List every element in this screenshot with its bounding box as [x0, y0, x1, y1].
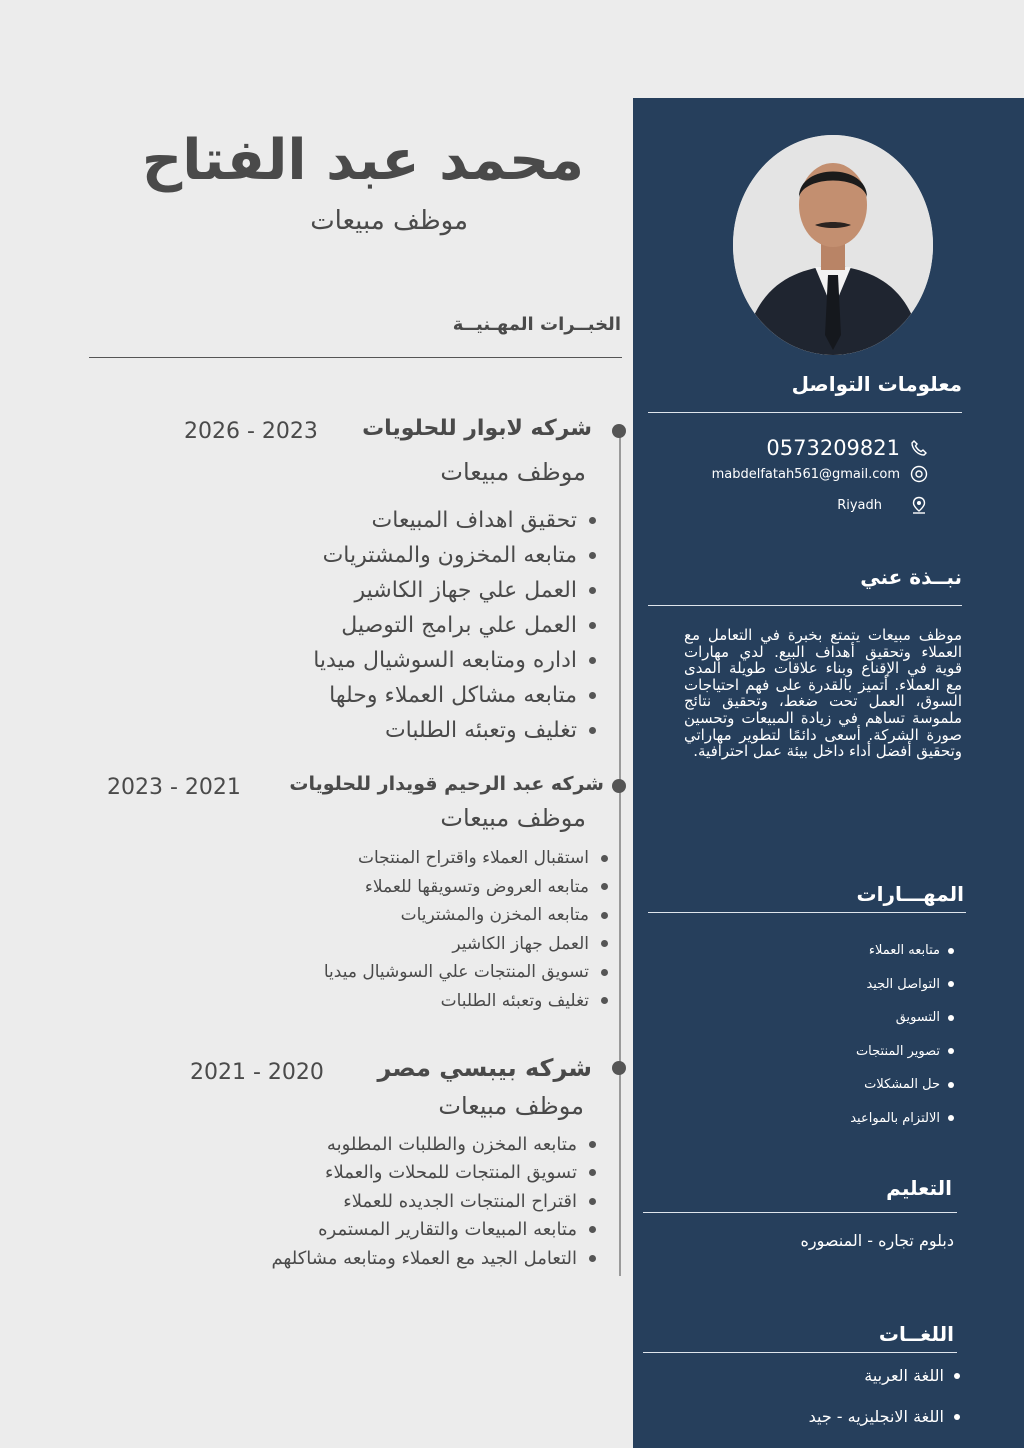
bullet-icon [589, 1169, 596, 1176]
duties-list [313, 503, 596, 748]
language-item: اللغة الانجليزيه - جيد [809, 1407, 960, 1426]
location-pin-icon [910, 496, 928, 514]
languages-heading: اللغــات [878, 1322, 954, 1346]
bullet-icon [954, 1414, 960, 1420]
timeline-dot [612, 424, 626, 438]
duties-list [324, 844, 608, 1015]
about-text: موظف مبيعات يتمتع بخبرة في التعامل مع العملاء وتحقيق أهداف البيع. لدي مهارات قوية في الإقناع وبناء علاقات طويلة المدى مع العملاء. أتميز بالقدرة على فهم احتياجات السوق، العمل تحت ضغط، وتحقيق نتائج ملموسة تساهم في زيادة المبيعات وتحسين صورة الشركة. أسعى دائمًا لتطوير مهاراتي وتحقيق أفضل أداء داخل بيئة عمل احترافية. [684, 626, 962, 761]
phone-number[interactable]: 0573209821 [766, 436, 900, 460]
bullet-icon [589, 517, 596, 524]
company-name: شركه عبد الرحيم قويدار للحلويات [289, 773, 604, 795]
divider [643, 1352, 957, 1353]
list-item: التسويق [850, 1001, 954, 1035]
company-name: شركه لابوار للحلويات [362, 416, 592, 441]
email-address[interactable]: mabdelfatah561@gmail.com [711, 466, 900, 482]
bullet-icon [589, 657, 596, 664]
list-item: تسويق المنتجات علي السوشيال ميديا [324, 958, 608, 987]
bullet-icon [589, 727, 596, 734]
list-item: العمل علي برامج التوصيل [313, 608, 596, 643]
list-item: تصوير المنتجات [850, 1035, 954, 1069]
contact-heading: معلومات التواصل [791, 372, 962, 396]
list-item: الالتزام بالمواعيد [850, 1102, 954, 1136]
list-item: متابعه المبيعات والتقارير المستمره [271, 1216, 596, 1245]
divider [648, 412, 962, 413]
phone-row [766, 436, 928, 460]
bullet-icon [601, 940, 608, 947]
duties-list [271, 1130, 596, 1273]
education-text: دبلوم تجاره - المنصوره [800, 1231, 954, 1250]
list-item: حل المشكلات [850, 1068, 954, 1102]
list-item: اداره ومتابعه السوشيال ميديا [313, 643, 596, 678]
list-item: تغليف وتعبئه الطلبات [324, 987, 608, 1016]
list-item: العمل علي جهاز الكاشير [313, 573, 596, 608]
person-portrait-icon [733, 135, 933, 355]
bullet-icon [589, 692, 596, 699]
location-text: Riyadh [837, 497, 882, 513]
list-item: اقتراح المنتجات الجديده للعملاء [271, 1187, 596, 1216]
bullet-icon [601, 997, 608, 1004]
job-title: موظف مبيعات [310, 206, 468, 236]
job-role: موظف مبيعات [438, 1092, 584, 1120]
experience-heading: الخبــرات المهـنيــة [452, 314, 621, 335]
bullet-icon [589, 1255, 596, 1262]
bullet-icon [589, 1198, 596, 1205]
company-name: شركه بيبسي مصر [377, 1054, 592, 1082]
list-item: تسويق المنتجات للمحلات والعملاء [271, 1159, 596, 1188]
bullet-icon [948, 1048, 954, 1054]
bullet-icon [948, 1015, 954, 1021]
job-years: 2026 - 2023 [184, 419, 318, 444]
bullet-icon [589, 622, 596, 629]
bullet-icon [601, 855, 608, 862]
list-item: متابعه العروض وتسويقها للعملاء [324, 873, 608, 902]
bullet-icon [948, 981, 954, 987]
location-row [837, 496, 928, 514]
list-item: التعامل الجيد مع العملاء ومتابعه مشاكلهم [271, 1244, 596, 1273]
list-item: متابعه العملاء [850, 934, 954, 968]
bullet-icon [948, 1082, 954, 1088]
bullet-icon [948, 948, 954, 954]
list-item: تحقيق اهداف المبيعات [313, 503, 596, 538]
skills-list [850, 934, 954, 1135]
profile-photo [733, 135, 933, 355]
person-name: محمد عبد الفتاح [141, 128, 584, 193]
divider [643, 1212, 957, 1213]
list-item: العمل جهاز الكاشير [324, 930, 608, 959]
list-item: متابعه المخزن والطلبات المطلوبه [271, 1130, 596, 1159]
list-item: استقبال العملاء واقتراح المنتجات [324, 844, 608, 873]
education-heading: التعليم [886, 1176, 952, 1200]
bullet-icon [589, 1226, 596, 1233]
timeline-dot [612, 1061, 626, 1075]
skills-heading: المهـــارات [856, 882, 964, 906]
job-years: 2021 - 2020 [190, 1060, 324, 1085]
list-item: متابعه المخزون والمشتريات [313, 538, 596, 573]
bullet-icon [601, 883, 608, 890]
timeline-dot [612, 779, 626, 793]
bullet-icon [954, 1373, 960, 1379]
bullet-icon [948, 1115, 954, 1121]
bullet-icon [589, 587, 596, 594]
job-role: موظف مبيعات [440, 804, 586, 832]
timeline-line [619, 428, 621, 1276]
list-item: متابعه مشاكل العملاء وحلها [313, 678, 596, 713]
phone-icon [910, 439, 928, 457]
bullet-icon [601, 969, 608, 976]
job-role: موظف مبيعات [440, 458, 586, 486]
about-heading: نبــذة عني [860, 565, 962, 589]
divider [648, 912, 966, 913]
list-item: التواصل الجيد [850, 968, 954, 1002]
job-years: 2023 - 2021 [107, 775, 241, 800]
email-row [712, 465, 928, 483]
language-item: اللغة العربية [864, 1366, 960, 1385]
bullet-icon [589, 1141, 596, 1148]
bullet-icon [589, 552, 596, 559]
divider [89, 357, 622, 358]
list-item: تغليف وتعبئه الطلبات [313, 713, 596, 748]
bullet-icon [601, 912, 608, 919]
list-item: متابعه المخزن والمشتريات [324, 901, 608, 930]
at-icon [910, 465, 928, 483]
divider [648, 605, 962, 606]
